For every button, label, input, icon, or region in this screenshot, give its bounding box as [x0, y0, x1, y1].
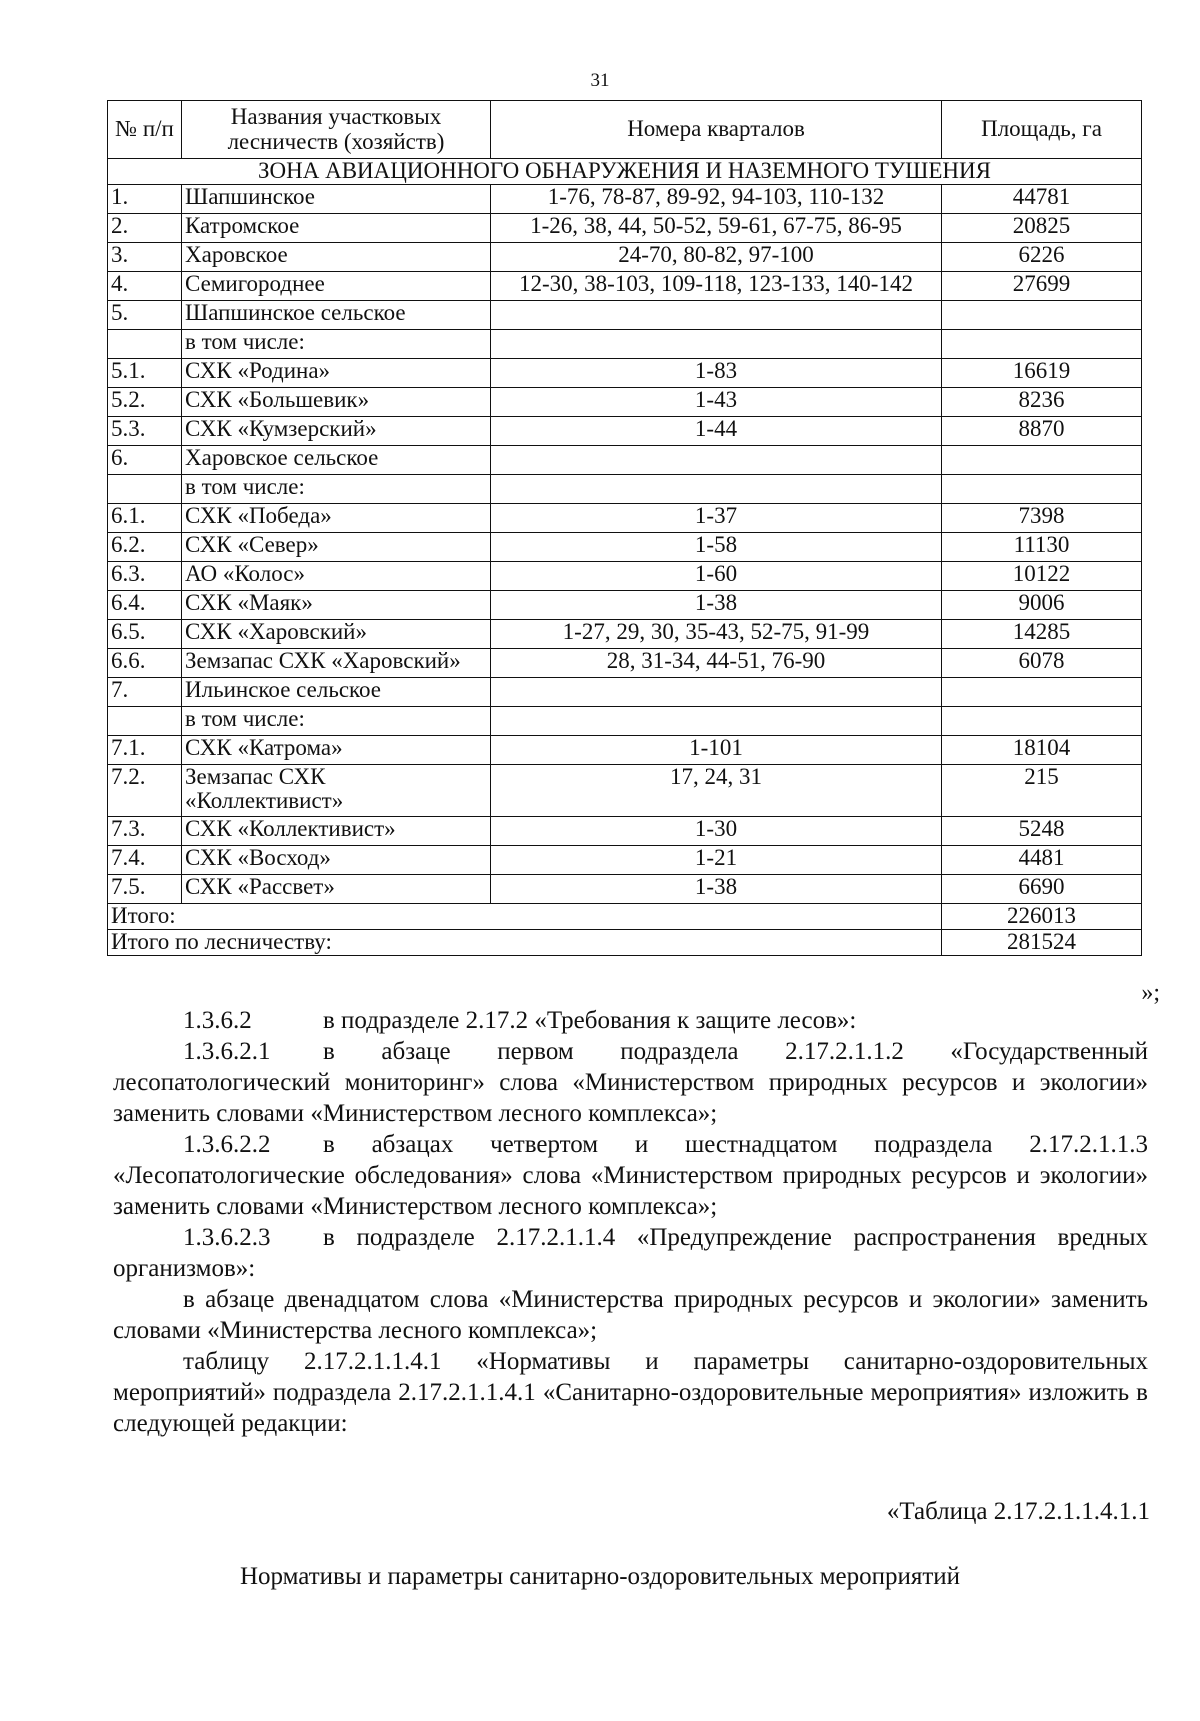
table-row — [108, 301, 1142, 330]
row-number: 3. — [108, 243, 182, 272]
row-number: 7.2. — [108, 765, 182, 817]
row-area: 20825 — [942, 214, 1142, 243]
row-number: 6.2. — [108, 533, 182, 562]
row-area — [942, 330, 1142, 359]
row-quarters: 1-60 — [491, 562, 942, 591]
table-row — [108, 678, 1142, 707]
row-name: СХК «Катрома» — [182, 736, 491, 765]
row-area: 18104 — [942, 736, 1142, 765]
amendment-text — [113, 1005, 1148, 1439]
paragraph — [113, 1005, 1148, 1036]
table-row — [108, 475, 1142, 504]
paragraph-text: в абзацах четвертом и шестнадцатом подраздела 2.17.2.1.1.3 «Лесопатологические обследования» слова «Министерством природных ресурсов и экологии» заменить словами «Министерством лесного комплекса»; — [113, 1131, 1148, 1220]
zone-title: ЗОНА АВИАЦИОННОГО ОБНАРУЖЕНИЯ И НАЗЕМНОГО ТУШЕНИЯ — [108, 159, 1142, 185]
row-quarters: 1-44 — [491, 417, 942, 446]
header-quarters: Номера кварталов — [491, 101, 942, 159]
row-quarters: 1-58 — [491, 533, 942, 562]
row-quarters: 24-70, 80-82, 97-100 — [491, 243, 942, 272]
row-number: 1. — [108, 185, 182, 214]
row-number: 6.3. — [108, 562, 182, 591]
paragraph-number: 1.3.6.2.3 — [183, 1224, 271, 1251]
paragraph-text: в подразделе 2.17.2.1.1.4 «Предупреждение распространения вредных организмов»: — [113, 1224, 1148, 1282]
header-area: Площадь, га — [942, 101, 1142, 159]
total-value: 226013 — [942, 904, 1142, 930]
row-area: 44781 — [942, 185, 1142, 214]
forestry-plots-table — [107, 100, 1142, 956]
table-row — [108, 649, 1142, 678]
row-quarters: 1-37 — [491, 504, 942, 533]
row-name: АО «Колос» — [182, 562, 491, 591]
row-area: 14285 — [942, 620, 1142, 649]
row-quarters: 1-83 — [491, 359, 942, 388]
row-quarters — [491, 475, 942, 504]
grand-total-value: 281524 — [942, 930, 1142, 956]
row-area: 8236 — [942, 388, 1142, 417]
table-row — [108, 388, 1142, 417]
row-number: 6.1. — [108, 504, 182, 533]
row-quarters: 1-76, 78-87, 89-92, 94-103, 110-132 — [491, 185, 942, 214]
row-name: Ильинское сельское — [182, 678, 491, 707]
table-row — [108, 417, 1142, 446]
table-row — [108, 504, 1142, 533]
paragraph-number: 1.3.6.2.2 — [183, 1131, 271, 1158]
row-name: в том числе: — [182, 330, 491, 359]
row-quarters: 1-38 — [491, 591, 942, 620]
row-name: Харовское сельское — [182, 446, 491, 475]
row-name: в том числе: — [182, 475, 491, 504]
row-quarters: 1-21 — [491, 846, 942, 875]
row-quarters: 1-38 — [491, 875, 942, 904]
table-row — [108, 846, 1142, 875]
row-name: СХК «Коллективист» — [182, 817, 491, 846]
row-area: 10122 — [942, 562, 1142, 591]
grand-total-label: Итого по лесничеству: — [108, 930, 942, 956]
row-area: 8870 — [942, 417, 1142, 446]
paragraph — [113, 1346, 1148, 1439]
row-number: 5. — [108, 301, 182, 330]
row-quarters: 17, 24, 31 — [491, 765, 942, 817]
row-name: Шапшинское — [182, 185, 491, 214]
row-area: 16619 — [942, 359, 1142, 388]
paragraph — [113, 1036, 1148, 1129]
row-number — [108, 475, 182, 504]
header-num: № п/п — [108, 101, 182, 159]
table-row — [108, 243, 1142, 272]
table-row — [108, 707, 1142, 736]
row-name: Семигороднее — [182, 272, 491, 301]
table-row — [108, 272, 1142, 301]
table-row — [108, 330, 1142, 359]
row-area: 6690 — [942, 875, 1142, 904]
row-area: 5248 — [942, 817, 1142, 846]
table-row — [108, 533, 1142, 562]
row-area — [942, 475, 1142, 504]
row-name: СХК «Харовский» — [182, 620, 491, 649]
next-table-title: Нормативы и параметры санитарно-оздоровительных мероприятий — [239, 1563, 961, 1590]
closing-quote: »; — [1141, 980, 1160, 1006]
row-area — [942, 446, 1142, 475]
row-quarters — [491, 678, 942, 707]
row-number: 2. — [108, 214, 182, 243]
table-row — [108, 736, 1142, 765]
row-area — [942, 301, 1142, 330]
row-area: 9006 — [942, 591, 1142, 620]
row-quarters: 1-30 — [491, 817, 942, 846]
row-quarters: 12-30, 38-103, 109-118, 123-133, 140-142 — [491, 272, 942, 301]
row-quarters — [491, 707, 942, 736]
row-name: Шапшинское сельское — [182, 301, 491, 330]
row-name: СХК «Север» — [182, 533, 491, 562]
row-quarters: 1-26, 38, 44, 50-52, 59-61, 67-75, 86-95 — [491, 214, 942, 243]
paragraph-number: 1.3.6.2 — [183, 1007, 252, 1034]
table-row — [108, 817, 1142, 846]
row-quarters: 28, 31-34, 44-51, 76-90 — [491, 649, 942, 678]
row-number: 5.3. — [108, 417, 182, 446]
page-number: 31 — [590, 70, 610, 91]
paragraph — [113, 1284, 1148, 1346]
row-name: СХК «Рассвет» — [182, 875, 491, 904]
header-name: Названия участковых лесничеств (хозяйств) — [182, 101, 491, 159]
row-name: СХК «Маяк» — [182, 591, 491, 620]
table-row — [108, 446, 1142, 475]
table-row — [108, 620, 1142, 649]
row-name: Земзапас СХК «Харовский» — [182, 649, 491, 678]
row-name: СХК «Большевик» — [182, 388, 491, 417]
row-area: 27699 — [942, 272, 1142, 301]
row-number: 5.2. — [108, 388, 182, 417]
paragraph-number: 1.3.6.2.1 — [183, 1038, 271, 1065]
row-quarters: 1-27, 29, 30, 35-43, 52-75, 91-99 — [491, 620, 942, 649]
paragraph-text: в абзаце двенадцатом слова «Министерства природных ресурсов и экологии» заменить словами «Министерства лесного комплекса»; — [113, 1286, 1148, 1344]
row-number: 6.6. — [108, 649, 182, 678]
row-quarters — [491, 446, 942, 475]
row-quarters: 1-43 — [491, 388, 942, 417]
row-number: 7.1. — [108, 736, 182, 765]
row-number: 7.5. — [108, 875, 182, 904]
row-name: СХК «Кумзерский» — [182, 417, 491, 446]
row-number: 6.5. — [108, 620, 182, 649]
row-number: 6. — [108, 446, 182, 475]
row-number: 6.4. — [108, 591, 182, 620]
row-number: 7.4. — [108, 846, 182, 875]
row-number: 4. — [108, 272, 182, 301]
table-row — [108, 185, 1142, 214]
row-quarters: 1-101 — [491, 736, 942, 765]
row-quarters — [491, 330, 942, 359]
row-number: 7. — [108, 678, 182, 707]
row-number — [108, 330, 182, 359]
row-area — [942, 707, 1142, 736]
row-area: 6078 — [942, 649, 1142, 678]
paragraph — [113, 1129, 1148, 1222]
row-name: СХК «Родина» — [182, 359, 491, 388]
paragraph-text: в абзаце первом подраздела 2.17.2.1.1.2 «Государственный лесопатологический мониторинг» слова «Министерством природных ресурсов и экологии» заменить словами «Министерством лесного комплекса»; — [113, 1038, 1148, 1127]
row-area: 4481 — [942, 846, 1142, 875]
paragraph-text: в подразделе 2.17.2 «Требования к защите лесов»: — [323, 1007, 857, 1034]
row-area — [942, 678, 1142, 707]
row-name: Катромское — [182, 214, 491, 243]
total-label: Итого: — [108, 904, 942, 930]
row-area: 6226 — [942, 243, 1142, 272]
row-number: 5.1. — [108, 359, 182, 388]
row-name: Харовское — [182, 243, 491, 272]
paragraph — [113, 1222, 1148, 1284]
row-quarters — [491, 301, 942, 330]
row-area: 215 — [942, 765, 1142, 817]
row-name: в том числе: — [182, 707, 491, 736]
table-row — [108, 591, 1142, 620]
row-name: Земзапас СХК «Коллективист» — [182, 765, 491, 817]
row-number: 7.3. — [108, 817, 182, 846]
table-row — [108, 562, 1142, 591]
row-area: 11130 — [942, 533, 1142, 562]
row-area: 7398 — [942, 504, 1142, 533]
table-row — [108, 875, 1142, 904]
row-name: СХК «Восход» — [182, 846, 491, 875]
table-reference: «Таблица 2.17.2.1.1.4.1.1 — [886, 1498, 1150, 1525]
table-row — [108, 359, 1142, 388]
table-row — [108, 214, 1142, 243]
paragraph-text: таблицу 2.17.2.1.1.4.1 «Нормативы и параметры санитарно-оздоровительных мероприятий» подраздела 2.17.2.1.1.4.1 «Санитарно-оздоровительные мероприятия» изложить в следующей редакции: — [113, 1348, 1148, 1437]
row-number — [108, 707, 182, 736]
row-name: СХК «Победа» — [182, 504, 491, 533]
table-row — [108, 765, 1142, 817]
